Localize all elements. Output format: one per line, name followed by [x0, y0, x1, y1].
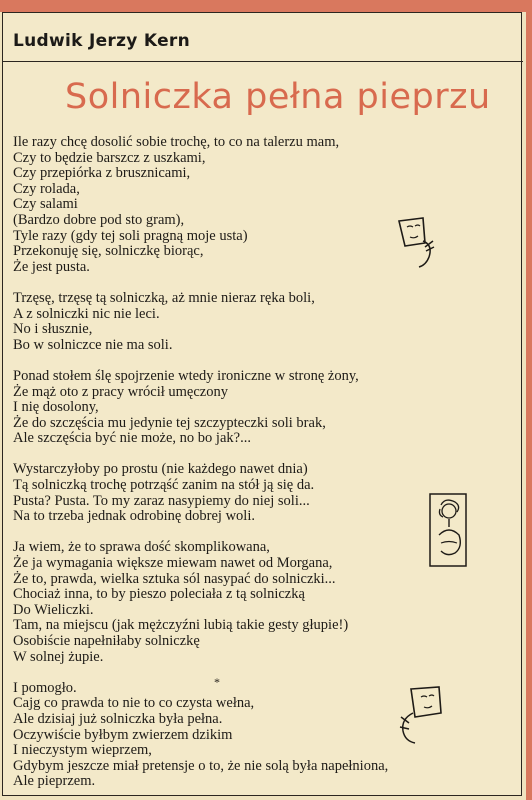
poem-line: I nieczystym wieprzem,	[13, 742, 152, 759]
author-name: Ludwik Jerzy Kern	[13, 31, 190, 51]
poem-line: Ile razy chcę dosolić sobie trochę, to co na talerzu mam,	[13, 134, 340, 150]
stanza-gap	[13, 525, 463, 541]
poem-line: W solnej żupie.	[13, 648, 104, 665]
right-color-edge	[526, 0, 532, 800]
poem-line: Że mąż oto z pracy wrócił umęczony	[13, 383, 228, 400]
stanza-gap	[13, 353, 463, 369]
woman-doodle-icon	[427, 491, 471, 571]
poem-line: Przekonuję się, solniczkę biorąc,	[13, 243, 204, 260]
poem-title: Solniczka pełna pieprzu	[65, 77, 491, 117]
poem-line: Że jest pusta.	[13, 258, 90, 275]
face-doodle-icon	[391, 683, 447, 747]
poem-line: Ale pieprzem.	[13, 773, 96, 790]
stanza-gap	[13, 447, 463, 463]
poem-page	[2, 12, 522, 796]
top-color-strip	[0, 0, 532, 12]
poem-line: No i słusznie,	[13, 321, 93, 338]
poem-line: Czy to będzie barszcz z uszkami,	[13, 149, 206, 166]
poem-line: Cajg co prawda to nie to co czysta wełna,	[13, 695, 255, 712]
poem-line: Na to trzeba jednak odrobinę dobrej woli.	[13, 508, 255, 525]
poem-line: Ale dzisiaj już solniczka była pełna.	[13, 710, 223, 727]
poem-line: Ale szczęścia być nie może, no bo jak?...	[13, 430, 251, 447]
poem-line: Czy rolada,	[13, 180, 80, 197]
header-divider	[3, 61, 523, 62]
poem-line: I nię dosolony,	[13, 399, 99, 416]
poem-line: Że to, prawda, wielka sztuka sól nasypać do solniczki...	[13, 570, 336, 587]
poem-line: Gdybym jeszcze miał pretensje o to, że nie solą była napełniona,	[13, 757, 389, 774]
poem-line: (Bardzo dobre pod sto gram),	[13, 211, 185, 228]
section-separator: *	[214, 675, 220, 689]
poem-line: Bo w solniczce nie ma soli.	[13, 336, 173, 353]
poem-line: Pusta? Pusta. To my zaraz nasypiemy do niej soli...	[13, 492, 310, 509]
poem-line: I pomogło.	[13, 679, 77, 696]
poem-line: Chociaż inna, to by pieszo poleciała z tą solniczką	[13, 586, 305, 603]
poem-line: Do Wieliczki.	[13, 601, 94, 618]
poem-line: Tam, na miejscu (jak mężczyźni lubią takie gesty głupie!)	[13, 617, 349, 634]
poem-line: Że do szczęścia mu jedynie tej szczypteczki soli brak,	[13, 414, 326, 431]
poem-line: Ja wiem, że to sprawa dość skomplikowana,	[13, 539, 270, 556]
poem-line: Oczywiście byłbym zwierzem dzikim	[13, 726, 233, 743]
poem-line: Wystarczyłoby po prostu (nie każdego nawet dnia)	[13, 461, 308, 478]
poem-line: Czy salami	[13, 196, 78, 213]
face-doodle-icon	[393, 213, 443, 273]
stanza-gap	[13, 665, 463, 681]
poem-line: Tą solniczką trochę potrząść zanim na stół ją się da.	[13, 477, 315, 494]
poem-line: Tyle razy (gdy tej soli pragną moje usta)	[13, 227, 248, 244]
poem-line: Trzęsę, trzęsę tą solniczką, aż mnie nieraz ręka boli,	[13, 289, 315, 306]
poem-line: Że ja wymagania większe miewam nawet od Morgana,	[13, 555, 333, 572]
poem-line: Czy przepiórka z brusznicami,	[13, 165, 191, 182]
poem-line: Ponad stołem ślę spojrzenie wtedy ironiczne w stronę żony,	[13, 367, 359, 384]
stanza-gap	[13, 275, 463, 291]
poem-line: Osobiście napełniłaby solniczkę	[13, 633, 200, 649]
poem-line: A z solniczki nic nie leci.	[13, 305, 160, 322]
